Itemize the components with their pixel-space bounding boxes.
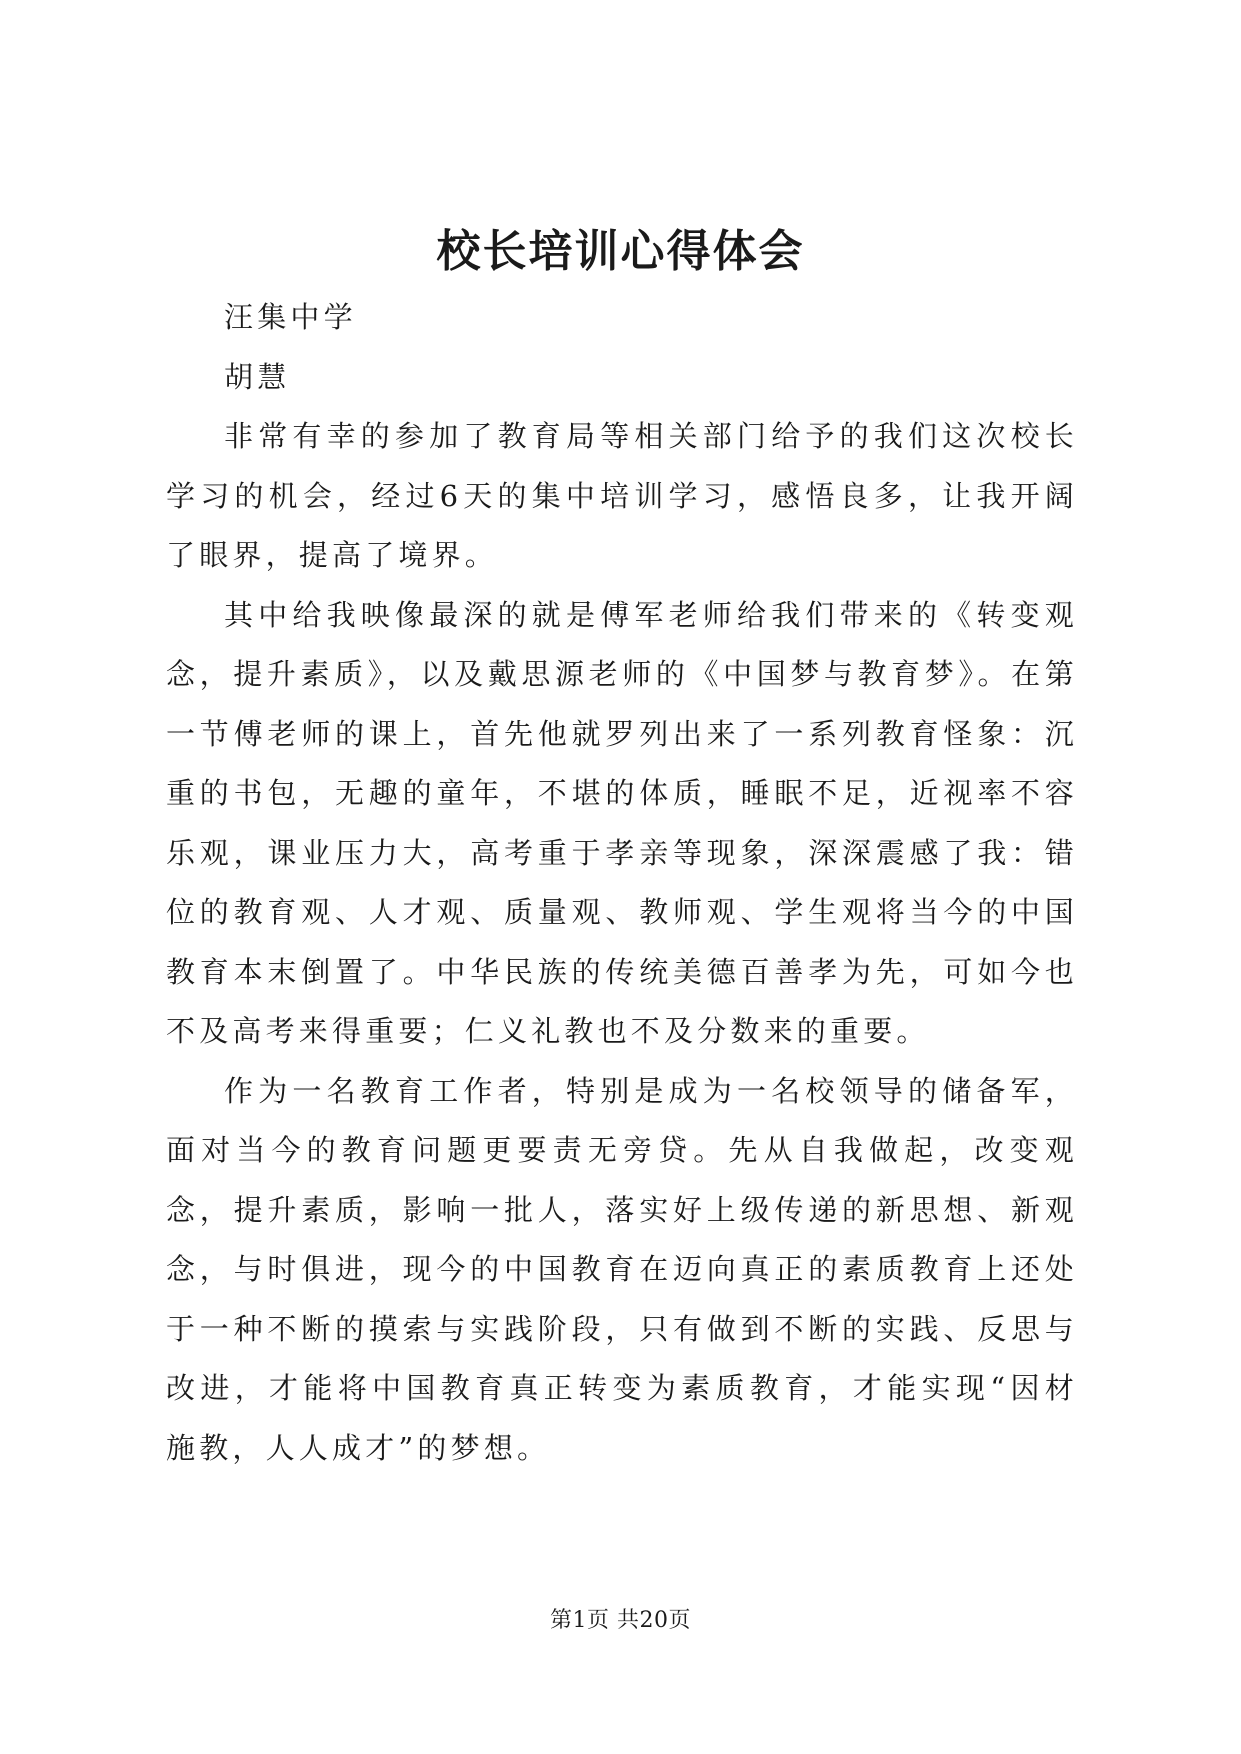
paragraph-2: 其中给我映像最深的就是傅军老师给我们带来的《转变观念，提升素质》，以及戴思源老师的《中国梦与教育梦》。在第一节傅老师的课上，首先他就罗列出来了一系列教育怪象：沉重的书包，无趣的童年，不堪的体质，睡眠不足，近视率不容乐观，课业压力大，高考重于孝亲等现象，深深震感了我：错位的教育观、人才观、质量观、教师观、学生观将当今的中国教育本末倒置了。中华民族的传统美德百善孝为先，可如今也不及高考来得重要；仁义礼教也不及分数来的重要。 [166, 597, 1078, 1048]
paragraph-1: 非常有幸的参加了教育局等相关部门给予的我们这次校长学习的机会，经过6天的集中培训学习，感悟良多，让我开阔了眼界，提高了境界。 [166, 419, 1078, 572]
school-name: 汪集中学 [224, 300, 357, 334]
paragraph-3: 作为一名教育工作者，特别是成为一名校领导的储备军，面对当今的教育问题更要责无旁贷。先从自我做起，改变观念，提升素质，影响一批人，落实好上级传递的新思想、新观念，与时俱进，现今的中国教育在迈向真正的素质教育上还处于一种不断的摸索与实践阶段，只有做到不断的实践、反思与改进，才能将中国教育真正转变为素质教育，才能实现“因材施教，人人成才”的梦想。 [166, 1073, 1078, 1465]
document-body [166, 288, 1078, 1478]
author-name: 胡慧 [224, 359, 291, 394]
page-footer: 第1页 共20页 [550, 1608, 691, 1633]
document-title: 校长培训心得体会 [436, 226, 805, 277]
